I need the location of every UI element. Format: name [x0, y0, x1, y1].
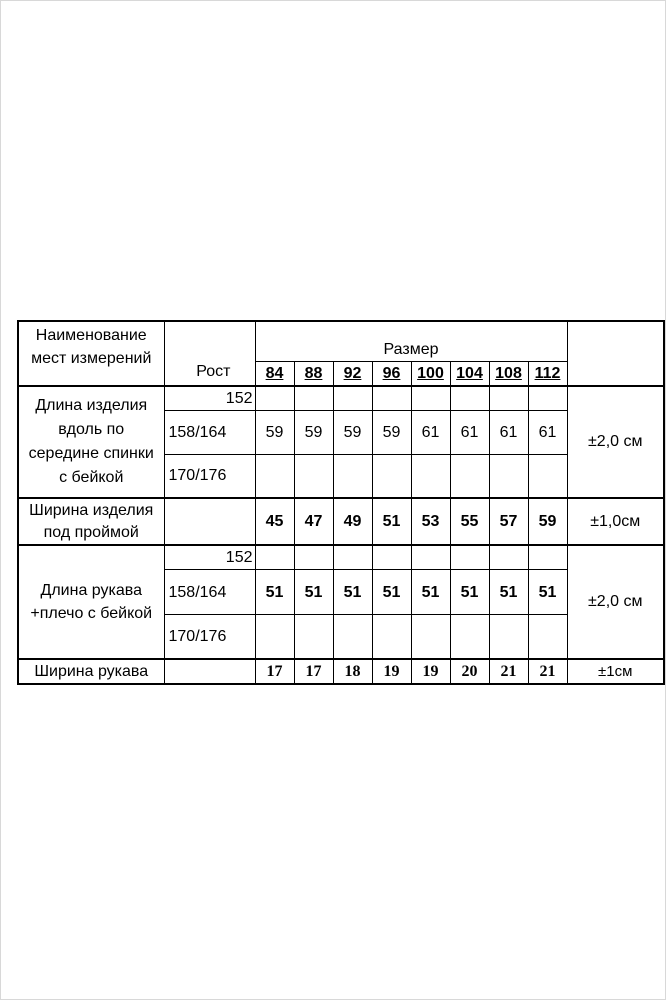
value-cell: 55: [450, 498, 489, 545]
value-cell: 45: [255, 498, 294, 545]
value-cell: 51: [411, 570, 450, 615]
value-cell: 57: [489, 498, 528, 545]
value-cell: 47: [294, 498, 333, 545]
tolerance-cell: ±1,0см: [567, 498, 664, 545]
measure-name-line: середине спинки: [28, 444, 154, 462]
height-header-label: Рост: [196, 362, 231, 380]
value-cell: 51: [372, 570, 411, 615]
value-cell: [372, 386, 411, 411]
height-cell: [164, 659, 255, 684]
value-cell: [294, 615, 333, 659]
size-108: 108: [489, 361, 528, 386]
value-cell: 21: [528, 659, 567, 684]
value-cell: 61: [528, 410, 567, 454]
value-cell: 59: [294, 410, 333, 454]
size-table: [17, 320, 665, 685]
height-cell: 152: [164, 545, 255, 570]
size-100: 100: [411, 361, 450, 386]
value-cell: 51: [372, 498, 411, 545]
value-cell: 21: [489, 659, 528, 684]
size-88: 88: [294, 361, 333, 386]
value-cell: 17: [294, 659, 333, 684]
value-cell: 59: [372, 410, 411, 454]
height-header-cell: [164, 321, 255, 386]
value-cell: [255, 545, 294, 570]
value-cell: 51: [333, 570, 372, 615]
value-cell: [528, 454, 567, 498]
value-cell: [489, 386, 528, 411]
height-cell: 170/176: [164, 454, 255, 498]
value-cell: 51: [489, 570, 528, 615]
value-cell: [489, 615, 528, 659]
header-row-1: [18, 321, 664, 361]
value-cell: 51: [255, 570, 294, 615]
height-cell: 152: [164, 386, 255, 411]
value-cell: [450, 545, 489, 570]
value-cell: 19: [372, 659, 411, 684]
value-cell: 18: [333, 659, 372, 684]
measure-name-line: Ширина рукава: [34, 662, 149, 680]
value-cell: [372, 545, 411, 570]
value-cell: [294, 545, 333, 570]
size-96: 96: [372, 361, 411, 386]
height-cell: 158/164: [164, 570, 255, 615]
value-cell: [489, 454, 528, 498]
measure-name-line: Ширина изделия: [29, 501, 154, 519]
value-cell: [294, 386, 333, 411]
height-cell: 170/176: [164, 615, 255, 659]
measure-name-cell: [18, 498, 164, 545]
tolerance-cell: ±2,0 см: [567, 386, 664, 499]
value-cell: 51: [450, 570, 489, 615]
value-cell: [372, 615, 411, 659]
size-header-label: Размер: [383, 340, 439, 358]
value-cell: [255, 386, 294, 411]
value-cell: [450, 454, 489, 498]
value-cell: 59: [333, 410, 372, 454]
value-cell: 19: [411, 659, 450, 684]
measure-header-line-1: Наименование: [35, 327, 147, 344]
value-cell: 61: [411, 410, 450, 454]
height-cell: 158/164: [164, 410, 255, 454]
value-cell: [372, 454, 411, 498]
measure-header-cell: [18, 321, 164, 386]
value-cell: [450, 386, 489, 411]
size-header-cell: [255, 321, 567, 361]
value-cell: [489, 545, 528, 570]
value-cell: [528, 545, 567, 570]
value-cell: 53: [411, 498, 450, 545]
tolerance-cell: ±2,0 см: [567, 545, 664, 659]
measure-name-cell: [18, 659, 164, 684]
size-92: 92: [333, 361, 372, 386]
size-104: 104: [450, 361, 489, 386]
measure-name-cell: [18, 545, 164, 659]
measure-name-cell: [18, 386, 164, 499]
value-cell: 51: [294, 570, 333, 615]
size-84: 84: [255, 361, 294, 386]
tolerance-cell: ±1см: [567, 659, 664, 684]
height-cell: [164, 498, 255, 545]
value-cell: [528, 386, 567, 411]
table-row: [18, 659, 664, 684]
value-cell: [333, 545, 372, 570]
measure-name-line: вдоль по: [58, 420, 125, 438]
measure-header-line-2: мест измерений: [31, 350, 152, 367]
value-cell: [255, 454, 294, 498]
value-cell: [450, 615, 489, 659]
value-cell: 20: [450, 659, 489, 684]
value-cell: 59: [528, 498, 567, 545]
value-cell: [411, 545, 450, 570]
measure-name-line: с бейкой: [59, 468, 124, 486]
value-cell: [333, 615, 372, 659]
value-cell: 61: [450, 410, 489, 454]
value-cell: [294, 454, 333, 498]
table-row: [18, 386, 664, 411]
value-cell: [411, 454, 450, 498]
value-cell: [333, 454, 372, 498]
size-112: 112: [528, 361, 567, 386]
value-cell: 49: [333, 498, 372, 545]
value-cell: [255, 615, 294, 659]
value-cell: 17: [255, 659, 294, 684]
measure-name-line: Длина рукава: [40, 581, 142, 599]
value-cell: 51: [528, 570, 567, 615]
value-cell: [333, 386, 372, 411]
value-cell: 59: [255, 410, 294, 454]
measure-name-line: Длина изделия: [35, 396, 148, 414]
value-cell: [411, 615, 450, 659]
table-row: [18, 545, 664, 570]
value-cell: [411, 386, 450, 411]
tolerance-header-cell: [567, 321, 664, 386]
value-cell: [528, 615, 567, 659]
measure-name-line: +плечо с бейкой: [30, 604, 153, 622]
measure-name-line: под проймой: [43, 523, 139, 541]
table-row: [18, 498, 664, 545]
value-cell: 61: [489, 410, 528, 454]
